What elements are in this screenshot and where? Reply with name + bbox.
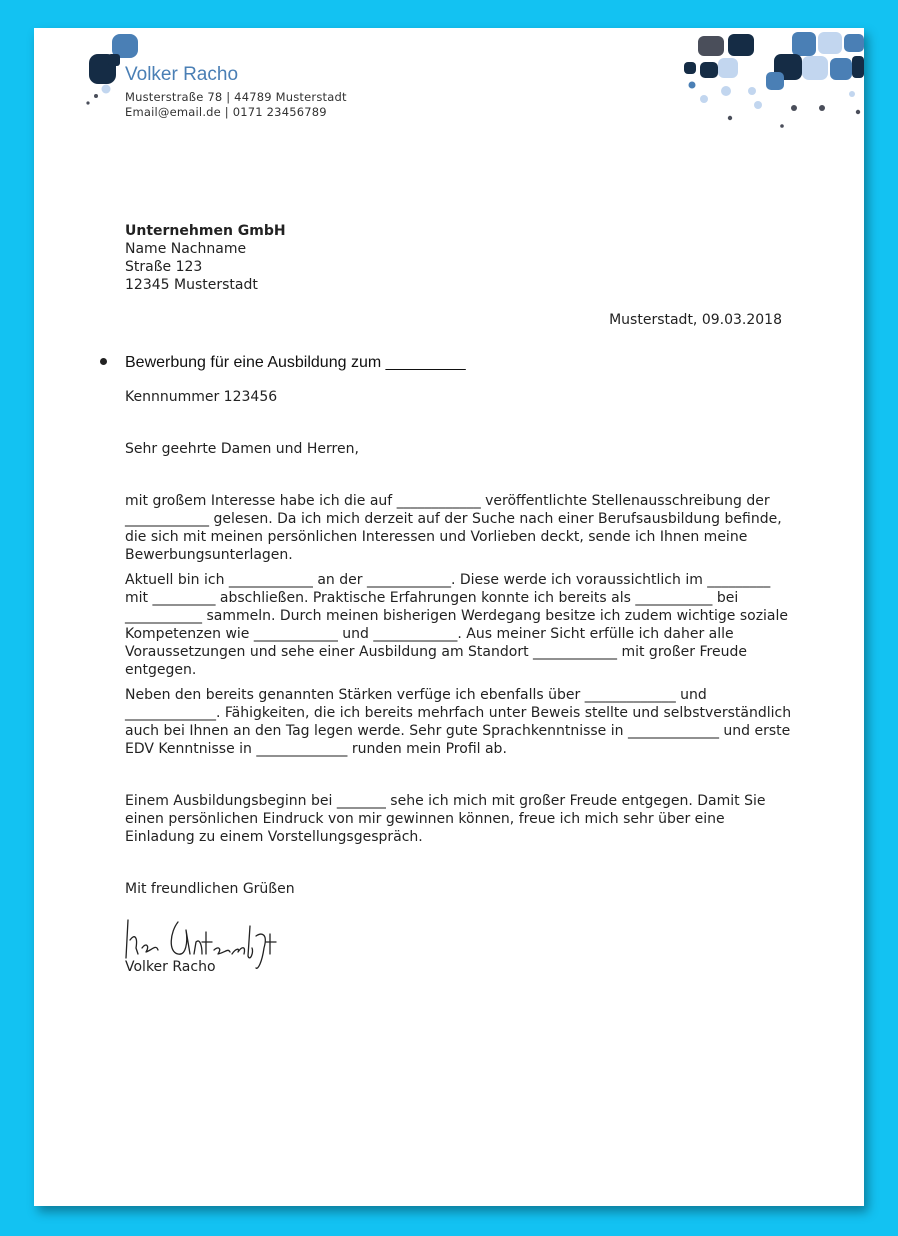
- closing: Mit freundlichen Grüßen: [125, 881, 295, 897]
- paragraph-2: Aktuell bin ich ____________ an der ____________. Diese werde ich voraussichtlich im _________ mit _________ abschließen. Praktische Erfahrungen konnte ich bereits als ___________ bei ___________ sammeln. Durch meinen bisherigen Werdegang besitze ich zudem wichtige soziale Kompetenzen wie ____________ und ____________. Aus meiner Sicht erfülle ich daher alle Voraussetzungen und sehe einer Ausbildung am Standort ____________ mit großer Freude entgegen.: [125, 572, 789, 678]
- letter-page: [34, 28, 864, 1206]
- paragraph-3: Neben den bereits genannten Stärken verfüge ich ebenfalls über _____________ und _____________. Fähigkeiten, die ich bereits mehrfach unter Beweis stellte und selbstverständlich auch bei Ihnen an den Tag legen werde. Sehr gute Sprachkenntnisse in _____________ und erste EDV Kenntnisse in _____________ runden mein Profil ab.: [125, 687, 792, 757]
- decorative-squares-pattern: [674, 28, 864, 133]
- paragraph-1: mit großem Interesse habe ich die auf ____________ veröffentlichte Stellenausschreibung der ____________ gelesen. Da ich mich derzeit auf der Suche nach einer Berufsausbildung befinde, die sich mit meinen persönlichen Interessen und Vorlieben deckt, sende ich Ihnen meine Bewerbungsunterlagen.: [125, 493, 782, 563]
- reference-number: Kennnummer 123456: [125, 389, 278, 405]
- salutation: Sehr geehrte Damen und Herren,: [125, 441, 359, 457]
- bullet-icon: [100, 358, 107, 365]
- sender-address: Musterstraße 78 | 44789 Musterstadt: [125, 90, 347, 104]
- recipient-city: 12345 Musterstadt: [125, 277, 258, 293]
- paragraph-4: Einem Ausbildungsbeginn bei _______ sehe ich mich mit großer Freude entgegen. Damit Sie einen persönlichen Eindruck von mir gewinnen können, freue ich mich sehr über eine Einladung zu einem Vorstellungsgespräch.: [125, 793, 766, 845]
- recipient-company: Unternehmen GmbH: [125, 223, 286, 239]
- recipient-block: [125, 222, 286, 294]
- signer-name: Volker Racho: [125, 959, 216, 975]
- letter-subject: Bewerbung für eine Ausbildung zum _________: [125, 354, 466, 371]
- sender-contact: Email@email.de | 0171 23456789: [125, 105, 327, 119]
- recipient-person: Name Nachname: [125, 241, 247, 257]
- recipient-street: Straße 123: [125, 259, 203, 275]
- sender-name: Volker Racho: [125, 64, 239, 85]
- letter-date: Musterstadt, 09.03.2018: [609, 312, 782, 328]
